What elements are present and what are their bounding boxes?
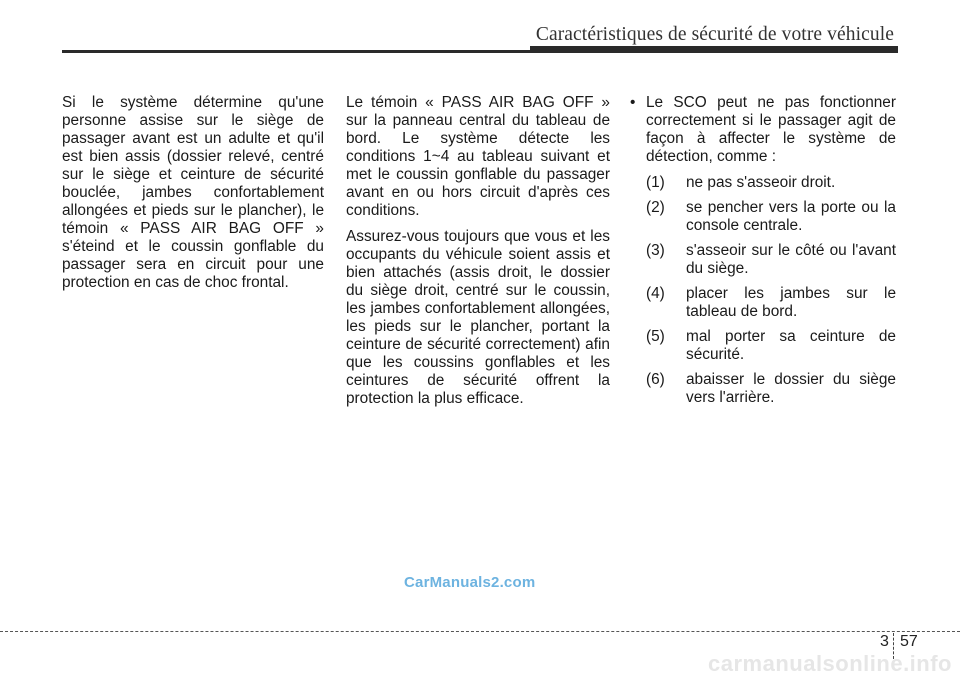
text-column-2 <box>346 94 610 416</box>
list-text: placer les jambes sur le tableau de bord. <box>686 285 896 320</box>
list-item <box>630 371 896 407</box>
list-text: ne pas s'asseoir droit. <box>686 174 836 191</box>
footer-divider <box>0 631 960 632</box>
list-item <box>630 174 896 192</box>
bullet-text: Le SCO peut ne pas fonctionner correctement si le passager agit de façon à affecter le système de détection, comme : <box>646 94 896 165</box>
list-number: (1) <box>646 174 665 191</box>
chapter-number: 3 <box>880 633 889 650</box>
site-watermark: carmanualsonline.info <box>708 651 952 676</box>
page-number: 57 <box>900 633 918 650</box>
page-header-title: Caractéristiques de sécurité de votre véhicule <box>535 24 894 45</box>
list-text: abaisser le dossier du siège vers l'arrière. <box>686 371 896 406</box>
bullet-item <box>630 94 896 166</box>
list-number: (6) <box>646 371 665 388</box>
text-column-3 <box>630 94 896 414</box>
list-item <box>630 199 896 235</box>
paragraph: Assurez-vous toujours que vous et les occupants du véhicule soient assis et bien attachés (assis droit, le dossier du siège droit, centré sur le coussin, les jambes confortablement allongées, les pieds sur le plancher, portant la ceinture de sécurité correctement) afin que les coussins gonflables et les ceintures de sécurité offrent la protection la plus efficace. <box>346 228 610 407</box>
list-text: s'asseoir sur le côté ou l'avant du siège. <box>686 242 896 277</box>
header-rule-accent <box>530 46 898 53</box>
list-item <box>630 285 896 321</box>
list-number: (5) <box>646 328 665 345</box>
list-number: (3) <box>646 242 665 259</box>
bullet-icon: • <box>630 94 636 111</box>
text-column-1 <box>62 94 324 300</box>
list-item <box>630 242 896 278</box>
list-text: se pencher vers la porte ou la console centrale. <box>686 199 896 234</box>
paragraph: Le témoin « PASS AIR BAG OFF » sur la panneau central du tableau de bord. Le système détecte les conditions 1~4 au tableau suivant et met le coussin gonflable du passager avant en ou hors circuit d'après ces conditions. <box>346 94 610 219</box>
watermark-link[interactable]: CarManuals2.com <box>404 574 536 591</box>
list-number: (4) <box>646 285 665 302</box>
paragraph: Si le système détermine qu'une personne assise sur le siège de passager avant est un adulte et qu'il est bien assis (dossier relevé, centré sur le siège et ceinture de sécurité bouclée, jambes confortablement allongées et pieds sur le plancher), le témoin « PASS AIR BAG OFF » s'éteind et le coussin gonflable du passager sera en circuit pour une protection en cas de choc frontal. <box>62 94 324 291</box>
list-item <box>630 328 896 364</box>
list-number: (2) <box>646 199 665 216</box>
list-text: mal porter sa ceinture de sécurité. <box>686 328 896 363</box>
numbered-list <box>630 174 896 407</box>
